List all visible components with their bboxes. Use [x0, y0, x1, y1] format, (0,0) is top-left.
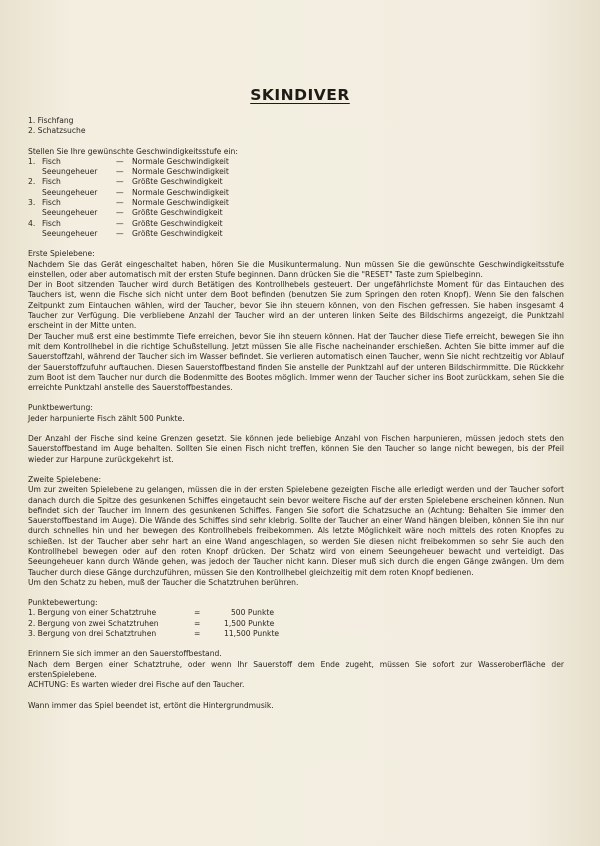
fish-paragraph: Der Anzahl der Fische sind keine Grenzen gesetzt. Sie können jede beliebige Anzahl von Fischen harpunieren, müssen jedoch stets den Sauerstoffbestand im Auge behalten. Sollten Sie einen Fisch nicht treffen, können Sie den Taucher so lange nicht bewegen, bis der Pfeil wieder zur Harpune zurückgekehrt ist.	[28, 434, 564, 464]
points-row: 1. Bergung von einer Schatztruhe = 500 Punkte	[28, 608, 274, 618]
punktebewertung-heading: Punktebewertung:	[28, 598, 98, 608]
punktbewertung-text: Jeder harpunierte Fisch zählt 500 Punkte.	[28, 413, 185, 423]
level1-paragraph: Nachdem Sie das Gerät eingeschaltet haben, hören Sie die Musikuntermalung. Nun müssen Sie die gewünschte Geschwindigkeitsstufe einstellen, oder aber automatisch mit der ersten Stufe beginnen. Dann drücken Sie die "RESET" Taste zum Spielbeginn.	[28, 259, 564, 279]
speed-row: Seeungeheuer — Normale Geschwindigkeit	[42, 187, 229, 197]
speed-table	[28, 157, 564, 239]
speed-row: Seeungeheuer — Größte Geschwindigkeit	[42, 228, 223, 238]
speed-row: Seeungeheuer — Normale Geschwindigkeit	[42, 167, 229, 177]
closing-warning: ACHTUNG: Es warten wieder drei Fische auf den Taucher.	[28, 680, 245, 690]
closing-line: Wann immer das Spiel beendet ist, ertönt die Hintergrundmusik.	[28, 700, 274, 710]
speed-row: 1. Fisch — Normale Geschwindigkeit	[28, 156, 229, 166]
level1-heading: Erste Spielebene:	[28, 249, 95, 259]
punktbewertung-heading: Punktbewertung:	[28, 403, 93, 413]
speed-row: 2. Fisch — Größte Geschwindigkeit	[28, 177, 223, 187]
level1-paragraph: Der in Boot sitzenden Taucher wird durch Betätigen des Kontrollhebels gesteuert. Der ungefährlichste Moment für das Eintauchen des Tauchers ist, wenn die Fische sich nicht unter dem Boot befinden (benutzen Sie zum Springen den roten Knopf). Wenn Sie den falschen Zeitpunkt zum Eintauchen wählen, wird der Taucher, bevor Sie ihn steuern können, von den Fischen gefressen. Sie haben insgesamt 4 Taucher zur Verfügung. Die verbliebene Anzahl der Taucher wird an der unteren linken Seite des Bildschirms angezeigt, die Punktzahl erscheint in der Mitte unten.	[28, 280, 564, 331]
document-body	[28, 116, 564, 711]
closing-line: Nach dem Bergen einer Schatztruhe, oder wenn Ihr Sauerstoff dem Ende zugeht, müssen Sie sofort zur Wasseroberfläche der erstenSpielebene.	[28, 659, 564, 679]
level2-heading: Zweite Spielebene:	[28, 474, 101, 484]
points-row: 3. Bergung von drei Schatztruhen = 11,500 Punkte	[28, 629, 280, 639]
points-row: 2. Bergung von zwei Schatztruhen = 1,500 Punkte	[28, 618, 275, 628]
mode-item: 1. Fischfang	[28, 116, 74, 125]
document-title: SKINDIVER	[250, 86, 350, 104]
points-table	[28, 608, 564, 639]
closing-line: Erinnern Sie sich immer an den Sauerstoffbestand.	[28, 649, 222, 659]
level1-paragraph: Der Taucher muß erst eine bestimmte Tiefe erreichen, bevor Sie ihn steuern können. Hat der Taucher diese Tiefe erreicht, bewegen Sie ihn mit dem Kontrollhebel in die richtige Schußstellung. Jetzt müssen Sie alle Fische nacheinander erschießen. Achten Sie bitte immer auf die Sauerstoffzahl, während der Taucher sich im Wasser befindet. Sie verlieren automatisch einen Taucher, wenn Sie nicht rechtzeitig vor Ablauf der Sauerstoffzufuhr auftauchen. Diesen Sauerstoffbestand finden Sie anstelle der Punktzahl auf der unteren Bildschirmmitte. Die Rückkehr zum Boot ist dem Taucher nur durch die Bodenmitte des Bootes möglich. Immer wenn der Taucher sicher ins Boot zurückkam, sehen Sie die erreichte Punktzahl anstelle des Sauerstoffbestandes.	[28, 331, 564, 393]
speed-intro: Stellen Sie Ihre gewünschte Geschwindigkeitsstufe ein:	[28, 146, 238, 156]
speed-row: 4. Fisch — Größte Geschwindigkeit	[28, 218, 223, 228]
level2-paragraph: Um zur zweiten Spielebene zu gelangen, müssen die in der ersten Spielebene gezeigten Fische alle erledigt werden und der Taucher sofort danach durch die Spitze des gesunkenen Schiffes eingetaucht sein bevor weitere Fische auf der ersten Spielebene erscheinen können. Nun befindet sich der Taucher im Innern des gesunkenen Schiffes. Fangen Sie sofort die Schatzsuche an (Achtung: Behalten Sie immer den Sauerstoffbestand im Auge). Die Wände des Schiffes sind sehr klebrig. Sollte der Taucher an einer Wand hängen bleiben, können Sie ihn nur durch schnelles hin und her bewegen des Kontrollhebels freibekommen. Als letzte Möglichkeit wäre noch mittels des roten Knopfes zu schießen. Ist der Taucher aber sehr hart an eine Wand angeschlagen, so werden Sie diesen nicht freibekommen so sehr Sie auch den Kontrollhebel bewegen oder auf den roten Knopf drücken. Der Schatz wird von einem Seeungeheuer bewacht und verteidigt. Das Seeungeheuer kann durch Wände gehen, was jedoch der Taucher nicht kann. Dieser muß sich durch die engen Gänge zwängen. Um dem Taucher durch diese Gänge durchzuführen, müssen Sie den Kontrollhebel gleichzeitig mit dem roten Knopf bedienen.	[28, 485, 564, 577]
speed-row: Seeungeheuer — Größte Geschwindigkeit	[42, 208, 223, 218]
level2-paragraph: Um den Schatz zu heben, muß der Taucher die Schatztruhen berühren.	[28, 577, 299, 587]
mode-item: 2. Schatzsuche	[28, 126, 86, 136]
mode-list	[28, 116, 564, 137]
speed-row: 3. Fisch — Normale Geschwindigkeit	[28, 198, 229, 208]
